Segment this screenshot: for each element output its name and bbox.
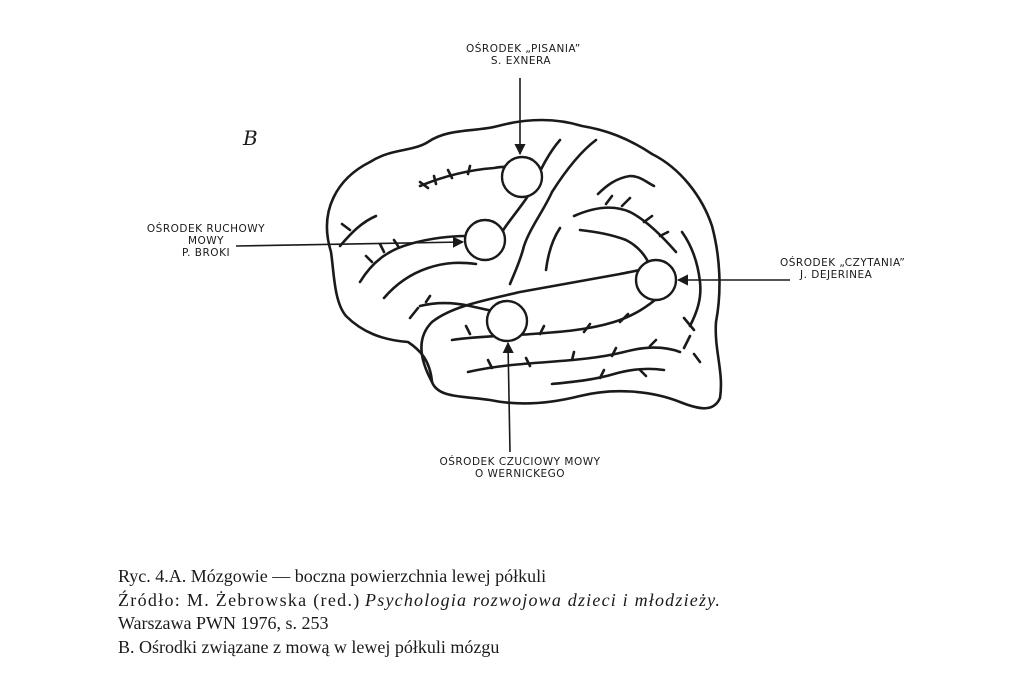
- caption-line-3: Warszawa PWN 1976, s. 253: [118, 613, 329, 633]
- reading-label-line2: J. DEJERINEA: [800, 269, 873, 281]
- broca-pointer: [236, 242, 463, 246]
- writing-center-label: [466, 43, 581, 67]
- wernicke-center-marker: [487, 301, 527, 341]
- reading-label-line1: OŚRODEK „CZYTANIA”: [780, 257, 906, 269]
- caption-line-2: [118, 589, 721, 613]
- caption-line-1: Ryc. 4.A. Mózgowie — boczna powierzchnia lewej półkuli: [118, 566, 547, 586]
- wernicke-label-line1: OŚRODEK CZUCIOWY MOWY: [439, 456, 601, 468]
- caption-book-title: Psychologia rozwojowa dzieci i młodzieży.: [365, 589, 722, 610]
- reading-center-label: [780, 257, 920, 281]
- caption-source: Źródło: M. Żebrowska (red.): [118, 589, 361, 610]
- panel-letter: B: [243, 126, 258, 150]
- figure-caption: [118, 565, 721, 659]
- broca-center-label: [146, 223, 266, 259]
- wernicke-center-label: [420, 456, 620, 480]
- lateral-fissure: [421, 267, 672, 382]
- broca-label-line2: MOWY: [187, 235, 225, 247]
- caption-line-4: B. Ośrodki związane z mową w lewej półkuli mózgu: [118, 636, 500, 657]
- writing-label-line2: S. EXNERA: [490, 55, 552, 67]
- broca-center-marker: [465, 220, 505, 260]
- broca-label-line1: OŚRODEK RUCHOWY: [146, 223, 266, 235]
- broca-label-line3: P. BROKI: [181, 247, 231, 259]
- reading-center-marker: [636, 260, 676, 300]
- writing-center-marker: [502, 157, 542, 197]
- wernicke-arrow: [508, 343, 510, 452]
- wernicke-label-line2: O WERNICKEGO: [474, 468, 566, 480]
- writing-label-line1: OŚRODEK „PISANIA”: [466, 43, 581, 55]
